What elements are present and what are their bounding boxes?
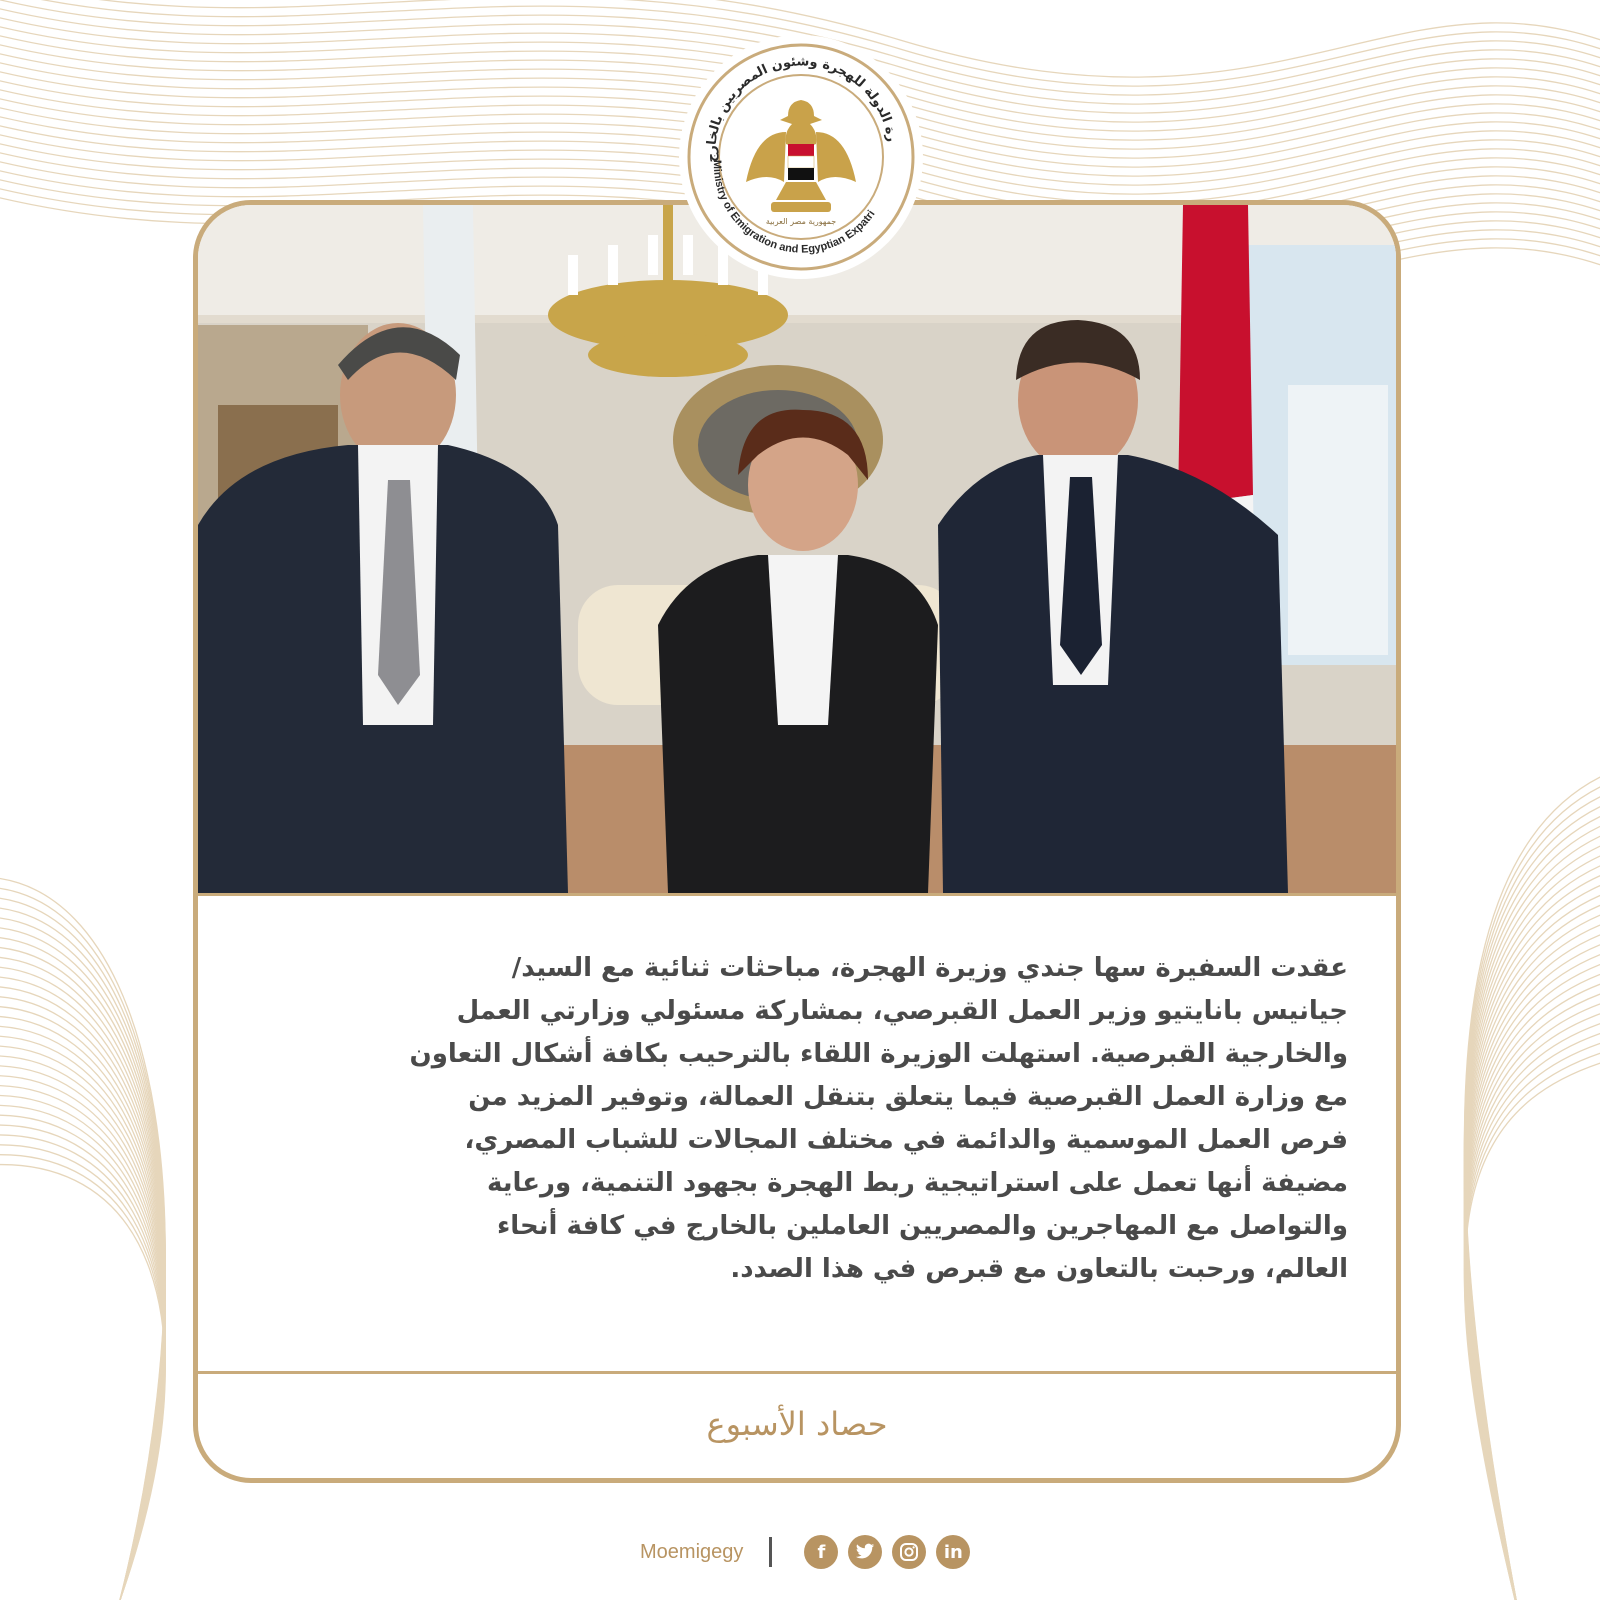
post-line: عقدت السفيرة سها جندي وزيرة الهجرة، مباحثات ثنائية مع السيد/ bbox=[511, 953, 1348, 983]
wave-line bbox=[1464, 940, 1600, 1600]
social-separator bbox=[769, 1537, 772, 1567]
wave-line bbox=[0, 1165, 165, 1600]
logo-english-ring: Ministry of Emigration and Egyptian Expatri bbox=[710, 159, 878, 256]
wave-line bbox=[0, 927, 165, 1600]
wave-line bbox=[1464, 990, 1600, 1600]
twitter-icon[interactable] bbox=[848, 1535, 882, 1569]
wave-line bbox=[1464, 810, 1600, 1600]
wave-line bbox=[1464, 930, 1600, 1600]
post-line: جيانيس بانايتيو وزير العمل القبرصي، بمشاركة مسئولي وزارتي العمل bbox=[456, 996, 1348, 1026]
post-line: العالم، ورحبت بالتعاون مع قبرص في هذا الصدد. bbox=[730, 1254, 1348, 1284]
wave-line bbox=[0, 917, 165, 1600]
wave-line bbox=[1464, 860, 1600, 1600]
wave-line bbox=[1464, 950, 1600, 1600]
wave-line bbox=[1464, 790, 1600, 1600]
post-line: والتواصل مع المهاجرين والمصريين العاملين بالخارج في كافة أنحاء bbox=[496, 1211, 1348, 1241]
wave-line bbox=[1464, 870, 1600, 1600]
wave-line bbox=[0, 937, 165, 1600]
social-bar bbox=[640, 1532, 970, 1572]
social-handle[interactable]: Moemigegy bbox=[640, 1540, 744, 1563]
wave-line bbox=[0, 877, 165, 1600]
wave-line bbox=[1464, 880, 1600, 1600]
logo-arabic-ring: رة الدولة للهجرة وشئون المصريين بالخارج bbox=[704, 54, 899, 163]
wave-line bbox=[1464, 1020, 1600, 1600]
post-card bbox=[193, 200, 1401, 1483]
wave-line bbox=[0, 887, 165, 1600]
linkedin-icon[interactable]: in bbox=[936, 1535, 970, 1569]
wave-line bbox=[1464, 780, 1600, 1600]
instagram-icon[interactable] bbox=[892, 1535, 926, 1569]
wave-line bbox=[1464, 770, 1600, 1600]
card-divider bbox=[198, 1371, 1396, 1374]
ministry-logo bbox=[676, 32, 926, 282]
logo-eagle-caption: جمهورية مصر العربية bbox=[765, 217, 837, 226]
post-line: فرص العمل الموسمية والدائمة في مختلف المجالات للشباب المصري، bbox=[464, 1125, 1348, 1155]
post-line: والخارجية القبرصية. استهلت الوزيرة اللقاء بالترحيب بكافة أشكال التعاون bbox=[409, 1039, 1348, 1069]
post-body bbox=[244, 947, 1348, 1291]
wave-line bbox=[0, 1125, 165, 1600]
meeting-photo bbox=[198, 205, 1396, 896]
footer-title: حصاد الأسبوع bbox=[706, 1405, 888, 1443]
facebook-icon[interactable]: f bbox=[804, 1535, 838, 1569]
post-line: مضيفة أنها تعمل على استراتيجية ربط الهجرة بجهود التنمية، ورعاية bbox=[486, 1168, 1348, 1198]
wave-line bbox=[1464, 800, 1600, 1600]
post-line: مع وزارة العمل القبرصية فيما يتعلق بتنقل العمالة، وتوفير المزيد من bbox=[468, 1082, 1348, 1112]
